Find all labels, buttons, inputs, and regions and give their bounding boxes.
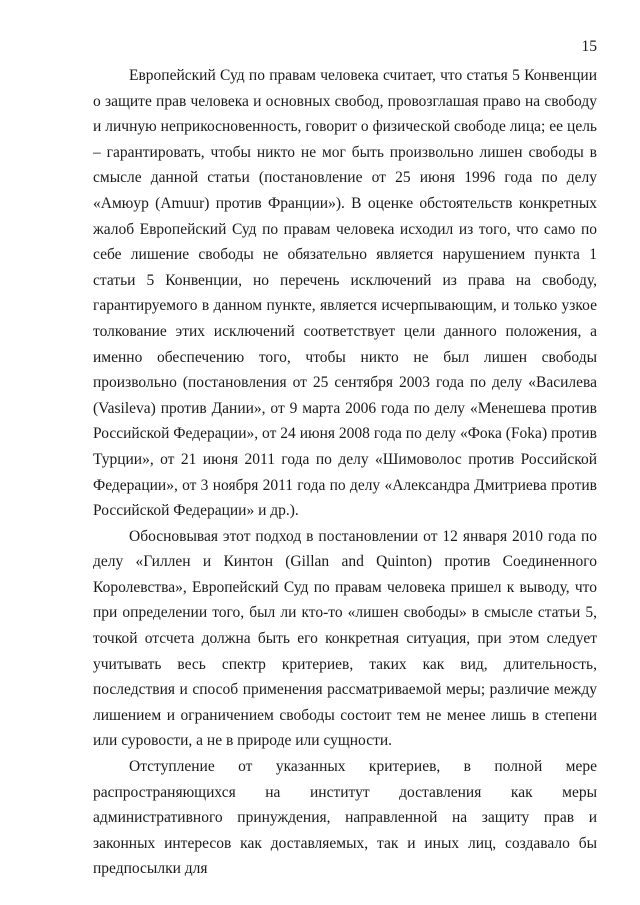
document-body — [93, 63, 597, 882]
paragraph-1: Европейский Суд по правам человека считает, что статья 5 Конвенции о защите прав человека и основных свобод, провозглашая право на свободу и личную неприкосновенность, говорит о физической свободе лица; ее цель – гарантировать, чтобы никто не мог быть произвольно лишен свободы в смысле данной статьи (постановление от 25 июня 1996 года по делу «Амюур (Amuur) против Франции»). В оценке обстоятельств конкретных жалоб Европейский Суд по правам человека исходил из того, что само по себе лишение свободы не обязательно является нарушением пункта 1 статьи 5 Конвенции, но перечень исключений из права на свободу, гарантируемого в данном пункте, является исчерпывающим, и только узкое толкование этих исключений соответствует цели данного положения, а именно обеспечению того, чтобы никто не был лишен свободы произвольно (постановления от 25 сентября 2003 года по делу «Василева (Vasileva) против Дании», от 9 марта 2006 года по делу «Менешева против Российской Федерации», от 24 июня 2008 года по делу «Фока (Foka) против Турции», от 21 июня 2011 года по делу «Шимоволос против Российской Федерации», от 3 ноября 2011 года по делу «Александра Дмитриева против Российской Федерации» и др.). — [93, 67, 597, 520]
page-number: 15 — [581, 38, 597, 55]
paragraph-2: Обосновывая этот подход в постановлении от 12 января 2010 года по делу «Гиллен и Кинтон (Gillan and Quinton) против Соединенного Королевства», Европейский Суд по правам человека пришел к выводу, что при определении того, был ли кто-то «лишен свободы» в смысле статьи 5, точкой отсчета должна быть его конкретная ситуация, при этом следует учитывать весь спектр критериев, таких как вид, длительность, последствия и способ применения рассматриваемой меры; различие между лишением и ограничением свободы состоит тем не менее лишь в степени или суровости, а не в природе или сущности. — [93, 527, 597, 750]
paragraph-3: Отступление от указанных критериев, в полной мере распространяющихся на институт доставления как меры административного принуждения, направленной на защиту прав и законных интересов как доставляемых, так и иных лиц, создавало бы предпосылки для — [93, 758, 597, 878]
